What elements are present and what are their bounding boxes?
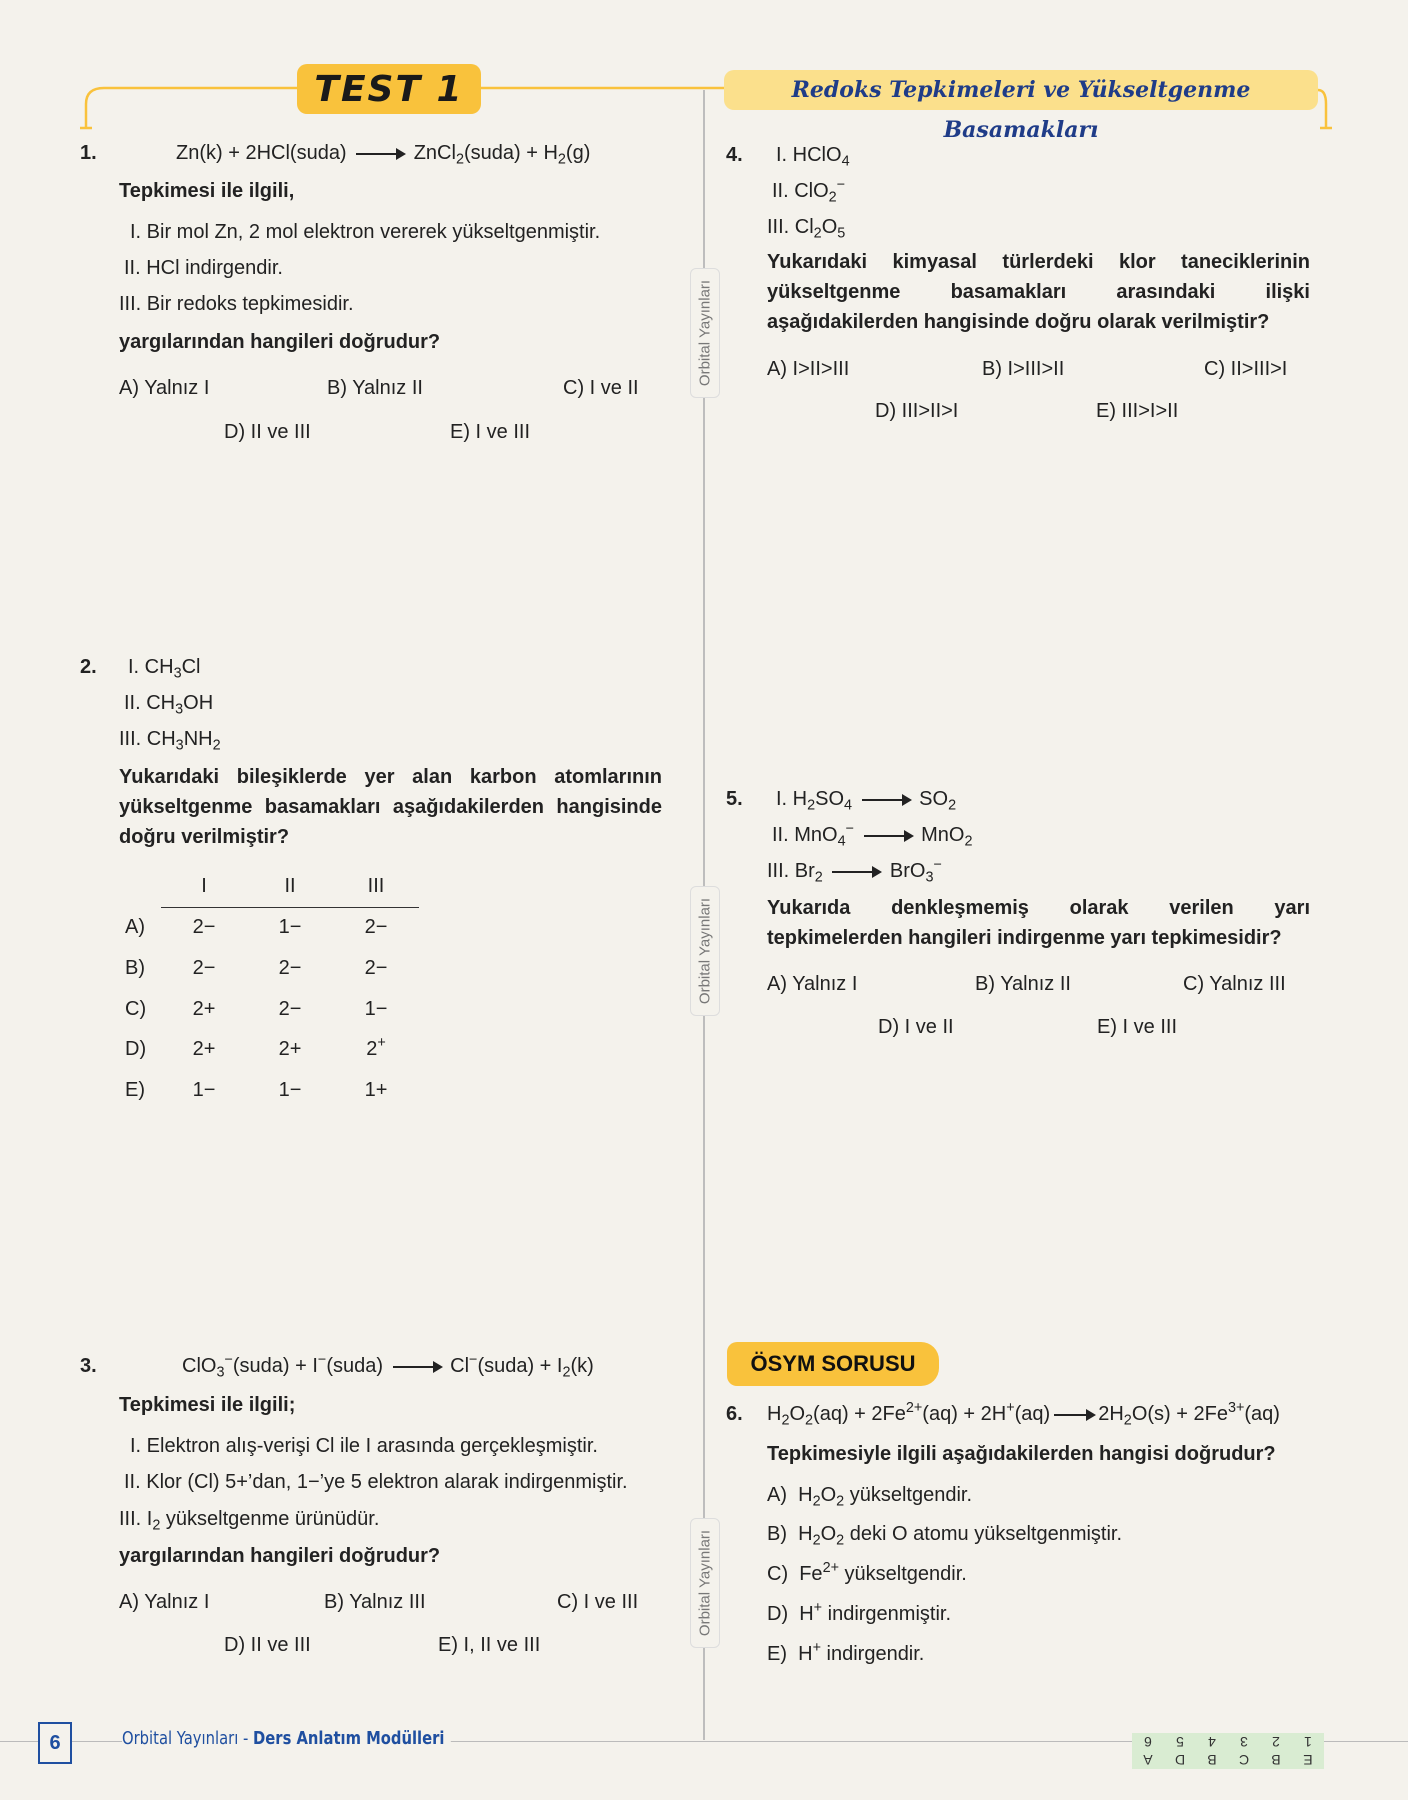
reaction-equation: ClO$_3$−(suda) + I−(suda) Cl−(suda) + $I_2(k)$ bbox=[182, 1352, 594, 1381]
question-prompt: Tepkimesiyle ilgili aşağıdakilerden hangisi doğrudur? bbox=[767, 1443, 1276, 1465]
series-name: Ders Anlatım Modülleri bbox=[253, 1728, 445, 1749]
answer-key-row bbox=[1132, 1733, 1324, 1751]
row-label: E) bbox=[125, 1078, 145, 1101]
option-e[interactable]: E) III>I>II bbox=[1096, 400, 1179, 422]
table-cell: 2− bbox=[364, 916, 388, 939]
answer-table bbox=[125, 866, 419, 1111]
compound-2: II. $CH_3OH$ bbox=[124, 692, 214, 718]
option-b[interactable]: B) Yalnız II bbox=[327, 377, 423, 399]
compound-1: I. $CH_3Cl$ bbox=[128, 656, 201, 682]
table-cell: 2− bbox=[278, 997, 302, 1020]
column-header: I bbox=[161, 866, 247, 907]
statement-2: II. HCl indirgendir. bbox=[124, 257, 283, 279]
answer-key-cell: 2 bbox=[1272, 1734, 1280, 1750]
compound-3: III. $CH_3NH_2$ bbox=[119, 728, 221, 754]
option-b[interactable]: B) $H_2O_2$ deki O atomu yükseltgenmiştir. bbox=[767, 1523, 1123, 1549]
table-cell: 2− bbox=[192, 956, 216, 979]
page-number: 6 bbox=[49, 1732, 61, 1754]
table-cell: 1− bbox=[192, 1078, 216, 1101]
page-number-box bbox=[38, 1722, 72, 1764]
question-prompt: Yukarıdaki kimyasal türlerdeki klor taneciklerinin yükseltgenme basamakları arasındaki ilişki aşağıdakilerden hangisinde doğru olarak verilmiştir? bbox=[767, 251, 1310, 333]
answer-key-cell: B bbox=[1271, 1752, 1281, 1768]
question-prompt: Yukarıda denkleşmemiş olarak verilen yarı tepkimelerden hangileri indirgenme yarı tepkimesidir? bbox=[767, 897, 1310, 949]
half-reaction-1: I. $H_2SO_4$ $SO_2$ bbox=[776, 788, 957, 814]
option-d[interactable]: D) I ve II bbox=[878, 1016, 954, 1038]
half-reaction-2: II. MnO$_4$− MnO$_2$ bbox=[772, 821, 973, 850]
option-c[interactable]: C) I ve II bbox=[563, 377, 639, 399]
option-row-d[interactable] bbox=[125, 1029, 419, 1070]
test-title-tag: TEST 1 bbox=[297, 64, 481, 114]
option-d[interactable]: D) III>II>I bbox=[875, 400, 959, 422]
statement-3: III. $I_2$ yükseltgenme ürünüdür. bbox=[119, 1508, 380, 1534]
option-b[interactable]: B) I>III>II bbox=[982, 358, 1065, 380]
statement-1: I. Bir mol Zn, 2 mol elektron vererek yükseltgenmiştir. bbox=[130, 221, 601, 243]
option-a[interactable]: A) Yalnız I bbox=[767, 973, 858, 995]
row-label: B) bbox=[125, 956, 145, 979]
option-d[interactable]: D) II ve III bbox=[224, 1634, 311, 1656]
option-row-e[interactable] bbox=[125, 1070, 419, 1111]
species-2: II. ClO$_2$− bbox=[772, 177, 846, 206]
question-number: 1. bbox=[80, 142, 97, 164]
osym-badge: ÖSYM SORUSU bbox=[727, 1342, 939, 1386]
option-a[interactable]: A) Yalnız I bbox=[119, 377, 210, 399]
answer-key-cell: 4 bbox=[1208, 1734, 1216, 1750]
table-cell: 1− bbox=[364, 997, 388, 1020]
option-e[interactable]: E) I ve III bbox=[1097, 1016, 1178, 1038]
question-number: 4. bbox=[726, 144, 743, 166]
publisher-name: Orbital Yayınları - bbox=[122, 1728, 254, 1749]
option-e[interactable]: E) I, II ve III bbox=[438, 1634, 541, 1656]
option-c[interactable]: C) I ve III bbox=[557, 1591, 639, 1613]
answer-key bbox=[1132, 1733, 1324, 1769]
answer-key-row bbox=[1132, 1751, 1324, 1769]
answer-key-cell: C bbox=[1238, 1752, 1250, 1768]
statement-3: III. Bir redoks tepkimesidir. bbox=[119, 293, 354, 315]
option-row-c[interactable] bbox=[125, 989, 419, 1030]
option-a[interactable]: A) Yalnız I bbox=[119, 1591, 210, 1613]
species-1: I. HClO$_4$ bbox=[776, 144, 850, 170]
option-d[interactable]: D) II ve III bbox=[224, 421, 311, 443]
statement-1: I. Elektron alış-verişi Cl ile I arasında gerçekleşmiştir. bbox=[130, 1435, 598, 1457]
answer-key-cell: E bbox=[1303, 1752, 1313, 1768]
statement-2: II. Klor (Cl) 5+’dan, 1−’ye 5 elektron alarak indirgenmiştir. bbox=[124, 1471, 628, 1493]
option-row-a[interactable] bbox=[125, 907, 419, 948]
row-label: C) bbox=[125, 997, 147, 1020]
answer-key-cell: 6 bbox=[1144, 1734, 1152, 1750]
table-cell: 2+ bbox=[192, 1038, 216, 1061]
side-label-1: Orbital Yayınları bbox=[690, 268, 720, 398]
question-prompt: yargılarından hangileri doğrudur? bbox=[119, 1545, 441, 1567]
row-label: D) bbox=[125, 1038, 147, 1061]
table-cell: 2− bbox=[192, 916, 216, 939]
footer-publisher bbox=[122, 1728, 451, 1749]
row-label: A) bbox=[125, 916, 145, 939]
option-c[interactable]: C) II>III>I bbox=[1204, 358, 1288, 380]
table-cell: 2+ bbox=[192, 997, 216, 1020]
question-stem: Tepkimesi ile ilgili, bbox=[119, 180, 295, 202]
reaction-equation: $H_2O_2(aq) + 2Fe^{2+}(aq) + 2H^+(aq) 2H_2O(s) + 2Fe^{3+}(aq)$ bbox=[767, 1400, 1280, 1429]
side-label-3: Orbital Yayınları bbox=[690, 1518, 720, 1648]
answer-key-cell: 3 bbox=[1240, 1734, 1248, 1750]
option-b[interactable]: B) Yalnız II bbox=[975, 973, 1071, 995]
answer-key-cell: B bbox=[1207, 1752, 1217, 1768]
answer-key-cell: A bbox=[1143, 1752, 1153, 1768]
answer-key-cell: 5 bbox=[1176, 1734, 1184, 1750]
topic-title-tag: Redoks Tepkimeleri ve Yükseltgenme Basamakları bbox=[724, 70, 1318, 110]
column-header: II bbox=[247, 866, 333, 907]
option-a[interactable]: A) I>II>III bbox=[767, 358, 850, 380]
table-cell: 2+ bbox=[278, 1038, 302, 1061]
question-number: 5. bbox=[726, 788, 743, 810]
table-cell: 1− bbox=[278, 916, 302, 939]
answer-key-cell: 1 bbox=[1304, 1734, 1312, 1750]
option-d[interactable]: D) H+ indirgenmiştir. bbox=[767, 1600, 952, 1625]
column-header: III bbox=[333, 866, 419, 907]
answer-key-cell: D bbox=[1174, 1752, 1186, 1768]
option-e[interactable]: E) H+ indirgendir. bbox=[767, 1640, 925, 1665]
half-reaction-3: III. $Br_2$ BrO$_3$− bbox=[767, 857, 942, 886]
question-stem: Tepkimesi ile ilgili; bbox=[119, 1394, 296, 1416]
option-c[interactable]: C) $Fe^{2+}$ yükseltgendir. bbox=[767, 1560, 967, 1585]
table-cell: 1+ bbox=[364, 1078, 388, 1101]
option-a[interactable]: A) $H_2O_2$ yükseltgendir. bbox=[767, 1484, 973, 1510]
option-e[interactable]: E) I ve III bbox=[450, 421, 531, 443]
species-3: III. $Cl_2O_5$ bbox=[767, 216, 846, 242]
reaction-equation: Zn(k) + 2HCl(suda) ZnCl$_2$(suda) + $H_2(g)$ bbox=[176, 142, 591, 168]
table-cell: 2− bbox=[278, 956, 302, 979]
question-prompt: Yukarıdaki bileşiklerde yer alan karbon atomlarının yükseltgenme basamakları aşağıdakilerden hangisinde doğru verilmiştir? bbox=[119, 766, 662, 848]
table-cell: 2+ bbox=[366, 1035, 386, 1061]
side-label-2: Orbital Yayınları bbox=[690, 886, 720, 1016]
question-number: 2. bbox=[80, 656, 97, 678]
table-cell: 1− bbox=[278, 1078, 302, 1101]
question-number: 3. bbox=[80, 1355, 97, 1377]
question-number: 6. bbox=[726, 1403, 743, 1425]
option-b[interactable]: B) Yalnız III bbox=[324, 1591, 426, 1613]
option-row-b[interactable] bbox=[125, 948, 419, 989]
table-cell: 2− bbox=[364, 956, 388, 979]
option-c[interactable]: C) Yalnız III bbox=[1183, 973, 1286, 995]
question-prompt: yargılarından hangileri doğrudur? bbox=[119, 331, 441, 353]
